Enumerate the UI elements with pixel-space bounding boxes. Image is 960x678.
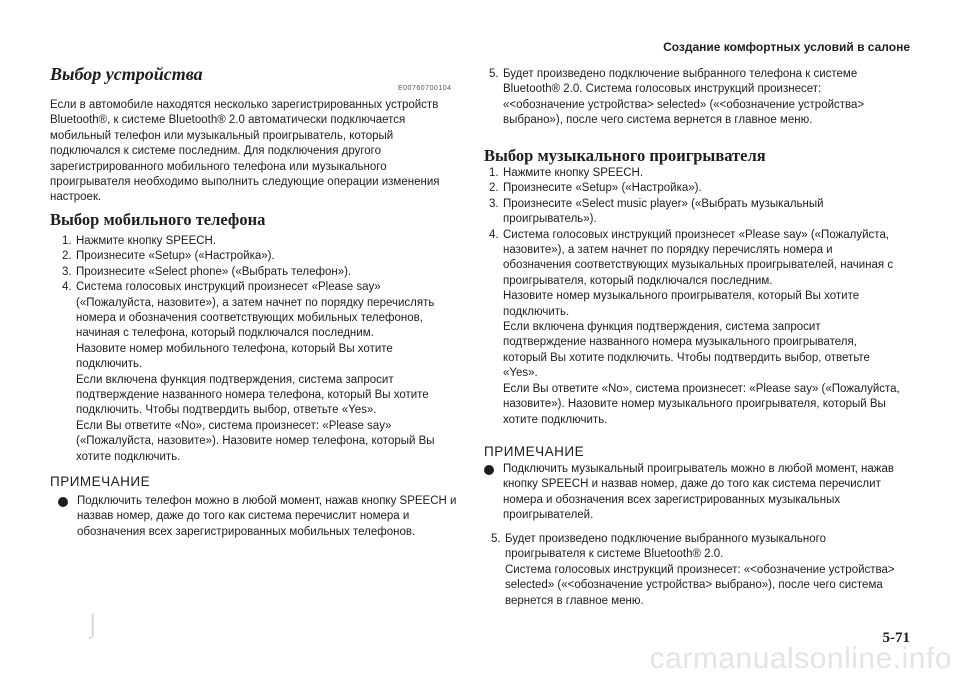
note-block <box>484 462 904 524</box>
list-item <box>489 228 903 428</box>
phone-step-5 <box>489 67 903 129</box>
list-item <box>489 197 903 228</box>
list-item <box>62 234 458 249</box>
step-text: Система голосовых инструкций произнесет «Please say» («Пожалуйста, назовите»), а затем начнет по порядку перечислять номера и обозначения соответствующих музыкальных проигрывателей, начиная с проигрывателя, который подключался последним. Назовите номер музыкального проигрывателя, который Вы хотите подключить. Если включена функция подтверждения, система запросит подтверждение названного номера музыкального проигрывателя, который Вы хотите подключить. Чтобы подтвердить выбор, ответьте «Yes». Если Вы ответите «No», система произнесет: «Please say» («Пожалуйста, назовите»). Назовите номер музыкального проигрывателя, который Вы хотите подключить. <box>503 228 900 426</box>
note-text: Подключить телефон можно в любой момент, нажав кнопку SPEECH и назвав номер, даже до того как система перечислит номера и обозначения всех зарегистрированных мобильных телефонов. <box>77 495 457 538</box>
section-title-phone: Выбор мобильного телефона <box>50 210 266 229</box>
list-item <box>62 280 458 465</box>
step-number: 3. <box>489 197 499 210</box>
page-number: 5-71 <box>882 630 910 646</box>
step-text: Произнесите «Setup» («Настройка»). <box>503 182 702 195</box>
margin-mark: ⌡ <box>86 612 100 637</box>
step-number: 2. <box>489 182 499 195</box>
step-text: Будет произведено подключение выбранного музыкального проигрывателя к системе Bluetooth® 2.0. Система голосовых инструкций произнесет: «<обозначение устройства> selected» («<обозначение устройства> выбрано»), после чего система вернется в главное меню. <box>505 533 895 607</box>
running-header: Создание комфортных условий в салоне <box>663 40 910 54</box>
note-title: ПРИМЕЧАНИЕ <box>50 474 151 489</box>
phone-steps-list <box>62 234 458 465</box>
music-step-5 <box>491 532 905 609</box>
page-title: Выбор устройства <box>50 64 203 84</box>
step-text: Произнесите «Select music player» («Выбрать музыкальный проигрыватель»). <box>503 197 824 226</box>
step-number: 1. <box>489 167 499 179</box>
step-number: 1. <box>62 235 72 247</box>
step-text: Нажмите кнопку SPEECH. <box>76 235 217 247</box>
step-text: Будет произведено подключение выбранного телефона к системе Bluetooth® 2.0. Система голосовых инструкций произнесет: «<обозначение устройства> selected» («<обозначение устройства> выбрано»), после чего система вернется в главное меню. <box>503 68 865 127</box>
list-item <box>489 181 903 196</box>
step-text: Произнесите «Setup» («Настройка»). <box>76 250 275 263</box>
music-steps-list <box>489 166 903 428</box>
step-number: 4. <box>62 281 72 294</box>
step-text: Система голосовых инструкций произнесет «Please say» («Пожалуйста, назовите»), а затем начнет по порядку перечислять номера и обозначения соответствующих мобильных телефонов, начиная с телефона, который подключался последним. Назовите номер мобильного телефона, который Вы хотите подключить. Если включена функция подтверждения, система запросит подтверждение названного номера телефона, который Вы хотите подключить. Чтобы подтвердить выбор, ответьте «Yes». Если Вы ответите «No», система произнесет: «Please say» («Пожалуйста, назовите»). Назовите номер телефона, который Вы хотите подключить. <box>76 281 435 463</box>
list-item <box>489 166 903 181</box>
step-text: Произнесите «Select phone» («Выбрать телефон»). <box>76 265 352 278</box>
step-text: Нажмите кнопку SPEECH. <box>503 167 644 179</box>
note-block <box>58 494 458 540</box>
document-code: E00760700104 <box>398 85 452 92</box>
watermark: carmanualsonline.info <box>649 642 952 675</box>
step-number: 2. <box>62 250 72 263</box>
step-number: 5. <box>491 533 501 545</box>
section-title-music-player: Выбор музыкального проигрывателя <box>484 146 766 165</box>
step-number: 5. <box>489 68 499 80</box>
bullet-icon <box>484 465 494 475</box>
list-item <box>62 249 458 264</box>
list-item <box>62 265 458 280</box>
step-number: 3. <box>62 265 72 278</box>
step-number: 4. <box>489 228 499 241</box>
note-title: ПРИМЕЧАНИЕ <box>484 444 585 459</box>
bullet-icon <box>58 497 68 507</box>
intro-paragraph: Если в автомобиле находятся несколько зарегистрированных устройств Bluetooth®, к системе Bluetooth® 2.0 автоматически подключается мобильный телефон или музыкальный проигрыватель, который подключался к системе последним. Для подключения другого зарегистрированного мобильного телефона или музыкального проигрывателя необходимо выполнить следующие операции изменения настроек. <box>50 99 440 204</box>
note-text: Подключить музыкальный проигрыватель можно в любой момент, нажав кнопку SPEECH и назвав номер, даже до того как система перечислит номера и обозначения всех зарегистрированных музыкальных проигрывателей. <box>503 463 894 522</box>
